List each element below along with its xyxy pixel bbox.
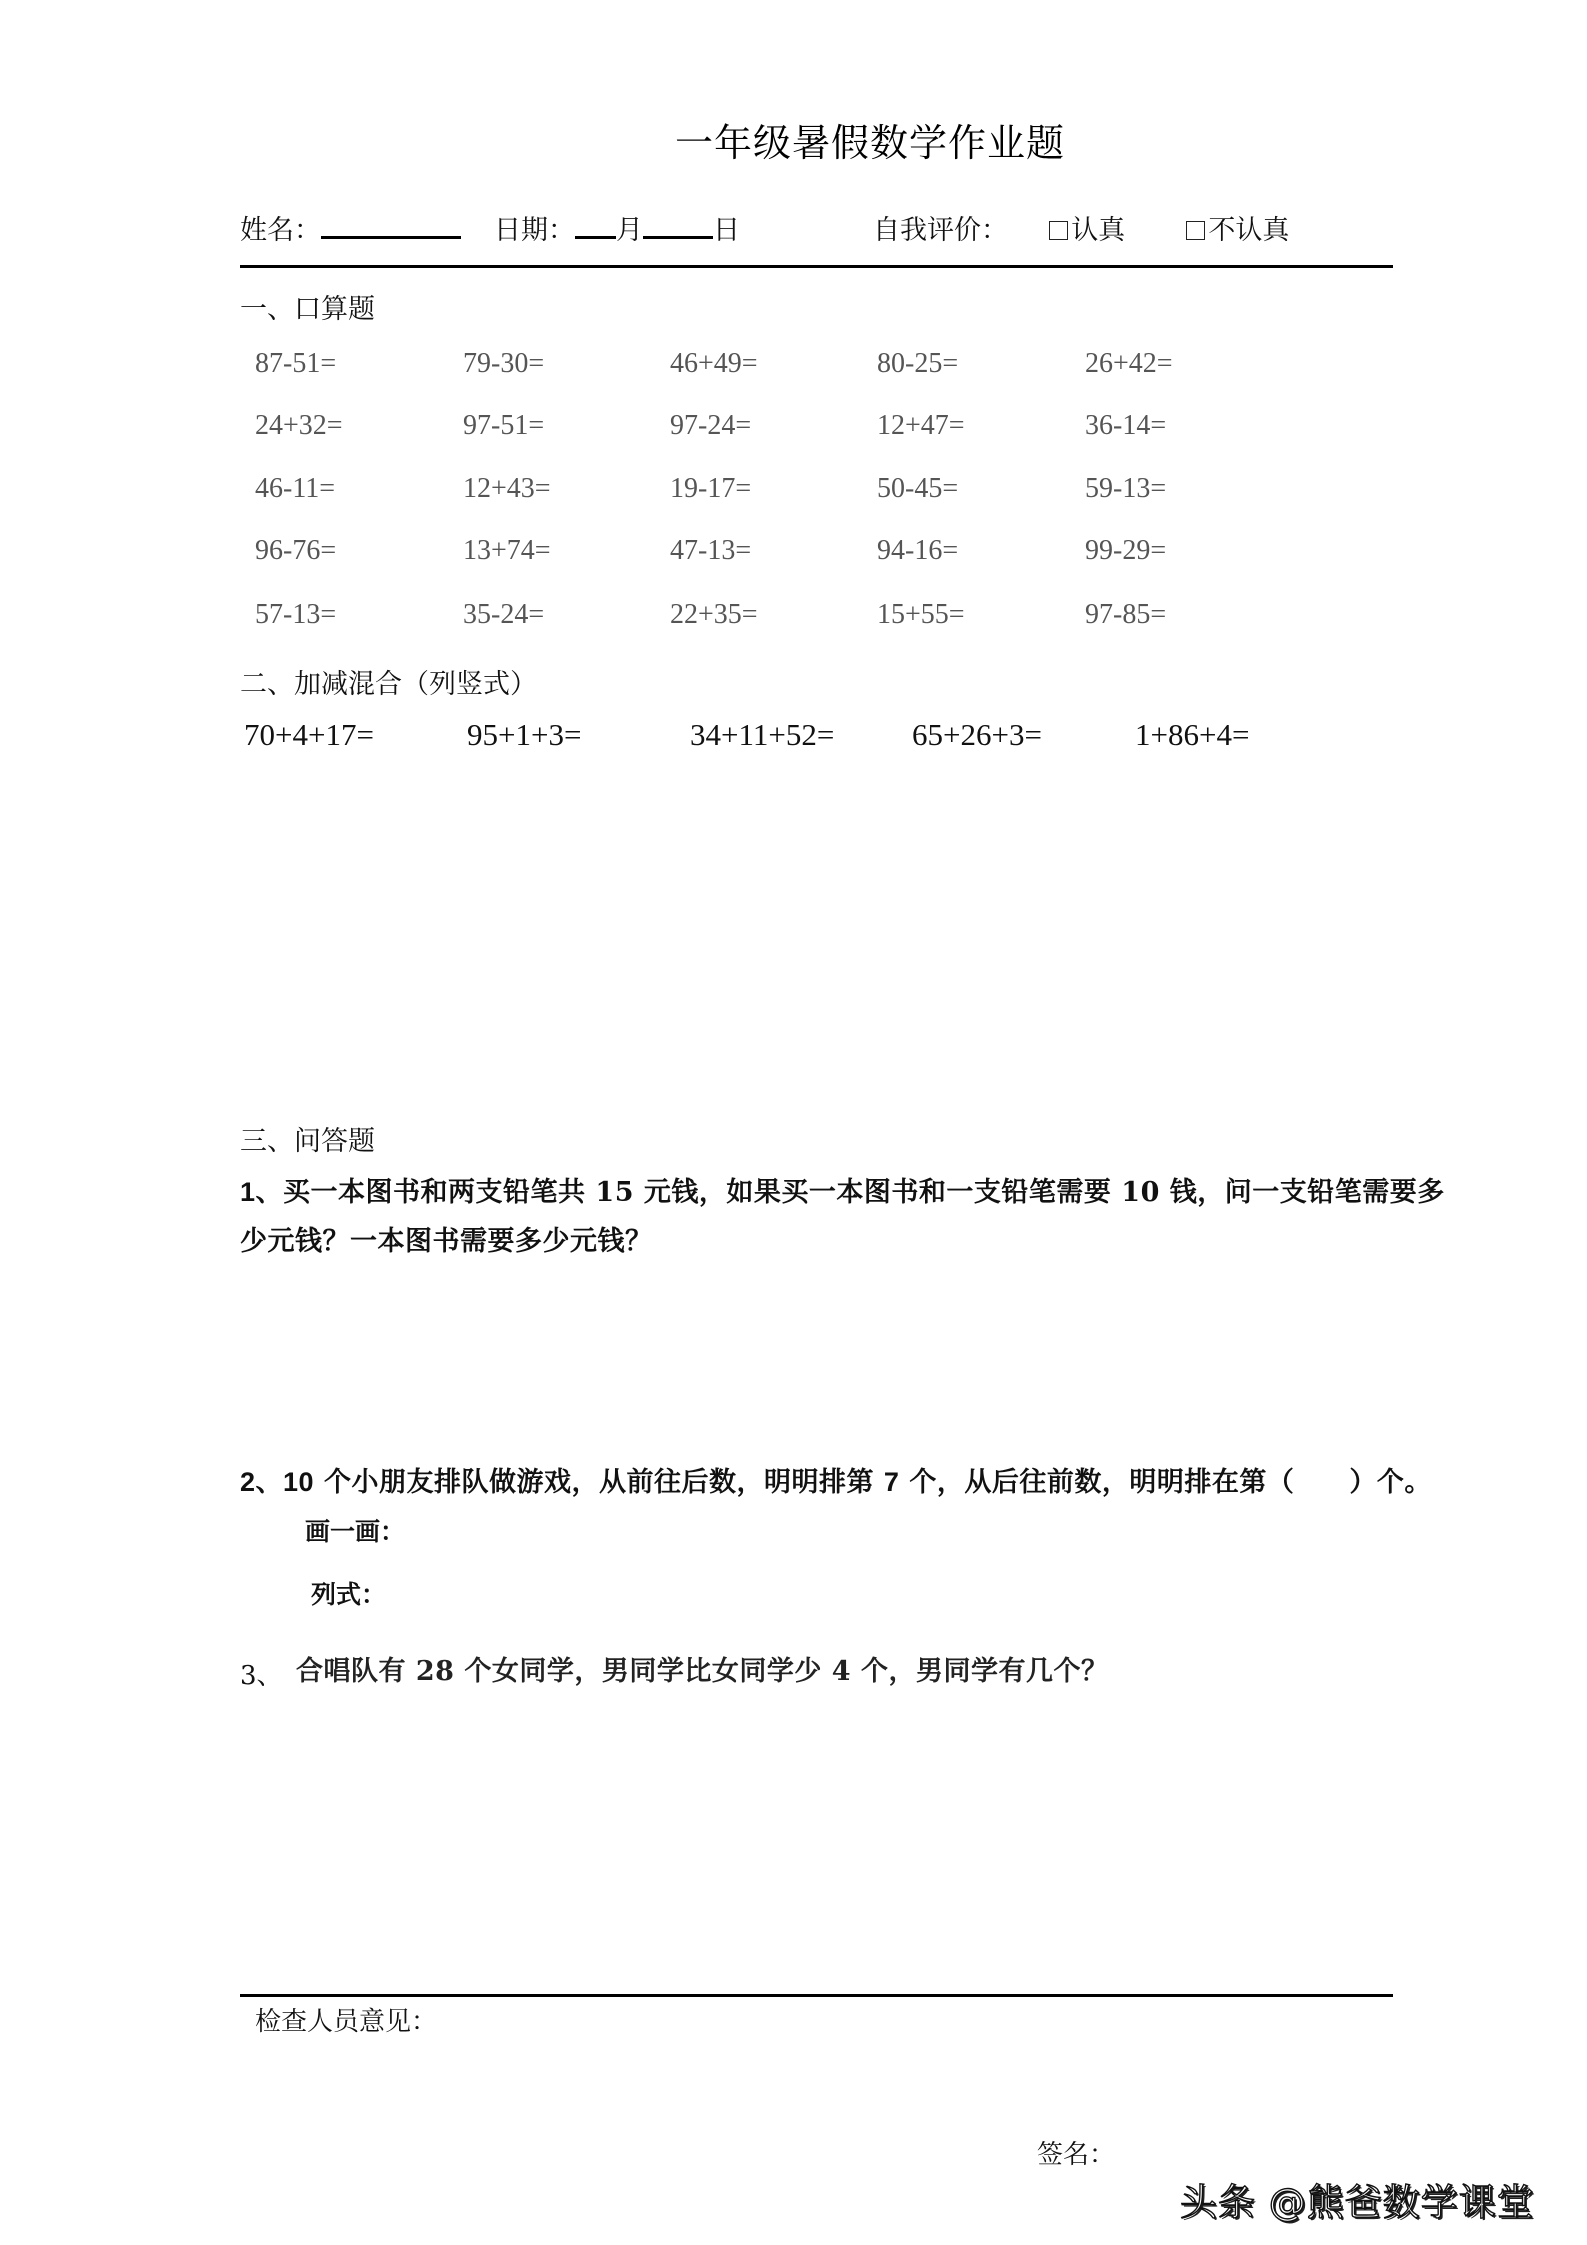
problem: 80-25= [877,348,959,379]
question-3-text: 合唱队有 28 个女同学，男同学比女同学少 4 个，男同学有几个？ [296,1656,1109,1687]
problem: 22+35= [670,599,758,630]
problem: 35-24= [463,599,545,630]
problem: 99-29= [1085,535,1167,566]
problem: 47-13= [670,535,752,566]
problem: 87-51= [255,348,337,379]
mixed-problem: 1+86+4= [1135,717,1250,752]
section-2-heading: 二、加减混合（列竖式） [240,669,537,700]
question-1-number: 1 [240,1177,256,1207]
question-2-number: 2 [240,1467,256,1497]
problem: 97-24= [670,410,752,441]
formula-label: 列式： [311,1580,387,1609]
date-field [494,208,740,247]
option-not-serious[interactable]: 不认真 [1186,215,1289,246]
problem: 94-16= [877,535,959,566]
problem: 15+55= [877,599,965,630]
option-serious[interactable]: 认真 [1049,215,1125,246]
name-field [240,208,461,247]
checkbox-icon[interactable] [1186,221,1205,240]
date-label: 日期： [494,215,575,246]
month-label: 月 [616,215,643,246]
reviewer-comment-label: 检查人员意见： [255,2007,438,2037]
problem: 19-17= [670,473,752,504]
mixed-problem: 34+11+52= [690,717,835,752]
footer-divider [240,1994,1393,1997]
problem: 26+42= [1085,348,1173,379]
problem: 57-13= [255,599,337,630]
name-label: 姓名： [240,215,321,246]
name-blank[interactable] [321,210,461,239]
page-title: 一年级暑假数学作业题 [674,121,1065,165]
day-blank[interactable] [643,210,713,239]
problem: 46+49= [670,348,758,379]
question-1-line-1: 1、买一本图书和两支铅笔共 15 元钱，如果买一本图书和一支铅笔需要 10 钱，问一支铅笔需要多 [240,1177,1445,1208]
self-eval-label: 自我评价： [873,215,1008,246]
problem: 24+32= [255,410,343,441]
problem: 97-51= [463,410,545,441]
problem: 59-13= [1085,473,1167,504]
problem: 12+43= [463,473,551,504]
signature-label: 签名： [1037,2140,1116,2170]
problem: 36-14= [1085,410,1167,441]
problem: 97-85= [1085,599,1167,630]
month-blank[interactable] [575,210,616,239]
draw-label: 画一画： [305,1517,406,1546]
section-3-heading: 三、问答题 [240,1126,375,1157]
checkbox-icon[interactable] [1049,221,1068,240]
section-1-heading: 一、口算题 [240,294,375,325]
problem: 96-76= [255,535,337,566]
problem: 50-45= [877,473,959,504]
problem: 79-30= [463,348,545,379]
day-label: 日 [713,215,740,246]
question-1-line-2: 少元钱？一本图书需要多少元钱？ [240,1226,653,1257]
problem: 46-11= [255,473,336,504]
mixed-problem: 65+26+3= [912,717,1042,752]
header-divider [240,265,1393,268]
self-evaluation [873,208,1289,247]
question-2: 2、10 个小朋友排队做游戏，从前往后数，明明排第 7 个，从后往前数，明明排在第（ ）个。 [240,1467,1432,1498]
watermark: 头条 @熊爸数学课堂 [1180,2181,1535,2224]
question-3-number: 3、 [240,1661,283,1691]
mixed-problem: 95+1+3= [467,717,582,752]
mixed-problem: 70+4+17= [244,717,374,752]
problem: 13+74= [463,535,551,566]
problem: 12+47= [877,410,965,441]
